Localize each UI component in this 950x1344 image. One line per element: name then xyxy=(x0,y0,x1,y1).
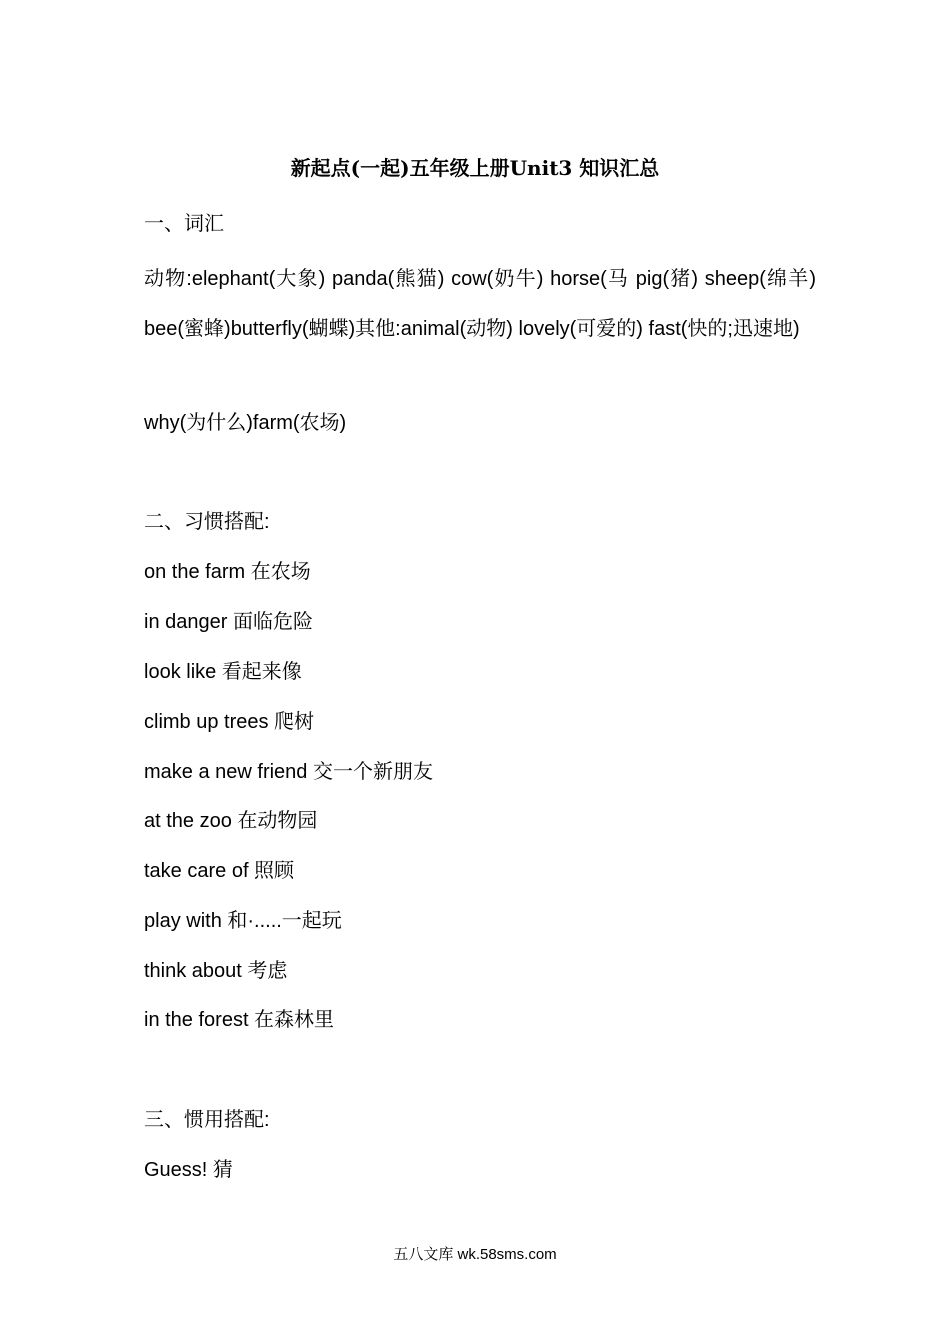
expression-item: Guess! 猜 xyxy=(144,1159,233,1181)
collocation-item: in danger 面临危险 xyxy=(144,611,313,633)
collocation-item: play with 和·.....一起玩 xyxy=(144,910,342,932)
document-title: 新起点(一起)五年级上册Unit3 知识汇总 xyxy=(290,156,660,180)
collocation-item: on the farm 在农场 xyxy=(144,561,311,583)
section1-heading: 一、词汇 xyxy=(144,213,224,235)
collocation-item: look like 看起来像 xyxy=(144,661,302,683)
section2-heading: 二、习惯搭配: xyxy=(144,511,270,533)
collocation-item: take care of 照顾 xyxy=(144,860,295,882)
vocabulary-paragraph: 动物:elephant(大象) panda(熊猫) cow(奶牛) horse(马 pig(猪) sheep(绵羊) bee(蜜蜂)butterfly(蝴蝶)其他:animal(动物) lovely(可爱的) fast(快的;迅速地) xyxy=(144,268,816,340)
collocation-item: climb up trees 爬树 xyxy=(144,711,315,733)
section3-heading: 三、惯用搭配: xyxy=(144,1109,270,1131)
collocation-item: at the zoo 在动物园 xyxy=(144,810,318,832)
page-footer-watermark: 五八文库 wk.58sms.com xyxy=(393,1246,557,1263)
collocation-item: in the forest 在森林里 xyxy=(144,1009,335,1031)
collocation-item: make a new friend 交一个新朋友 xyxy=(144,761,433,783)
collocation-item: think about 考虑 xyxy=(144,960,288,982)
vocabulary-extra-line: why(为什么)farm(农场) xyxy=(144,412,347,434)
